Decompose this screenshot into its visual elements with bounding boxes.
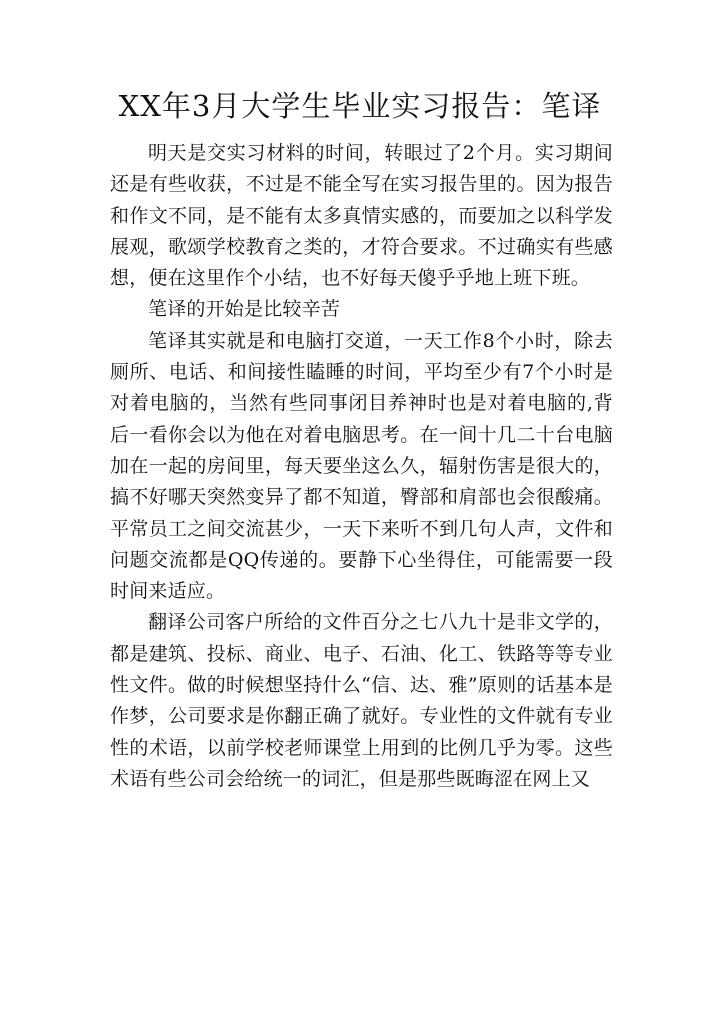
document-title: XX年3月大学生毕业实习报告：笔译 — [118, 89, 602, 123]
section-heading: 笔译的开始是比较辛苦 — [148, 298, 341, 321]
paragraph-computer-work: 笔译其实就是和电脑打交道，一天工作8个小时，除去厕所、电话、和间接性瞌睡的时间，平均至少有7个小时是对着电脑的，当然有些同事闭目养神时也是对着电脑的,背后一看你会以为他在对着电脑思考。在一间十几二十台电脑加在一起的房间里，每天要坐这么久，辐射伤害是很大的，搞不好哪天突然变异了都不知道，臀部和肩部也会很酸痛。平常员工之间交流甚少，一天下来听不到几句人声，文件和问题交流都是QQ传递的。要静下心坐得住，可能需要一段时间来适应。 — [110, 329, 613, 603]
paragraph-client-files: 翻译公司客户所给的文件百分之七八九十是非文学的，都是建筑、投标、商业、电子、石油、化工、铁路等等专业性文件。做的时候想坚持什么“信、达、雅”原则的话基本是作梦，公司要求是你翻正确了就好。专业性的文件就有专业性的术语，以前学校老师课堂上用到的比例几乎为零。这些术语有些公司会给统一的词汇，但是那些既晦涩在网上又 — [110, 611, 613, 790]
document-body — [110, 138, 613, 795]
paragraph-intro: 明天是交实习材料的时间，转眼过了2个月。实习期间还是有些收获，不过是不能全写在实习报告里的。因为报告和作文不同，是不能有太多真情实感的，而要加之以科学发展观，歌颂学校教育之类的，才符合要求。不过确实有些感想，便在这里作个小结，也不好每天傻乎乎地上班下班。 — [110, 142, 613, 290]
